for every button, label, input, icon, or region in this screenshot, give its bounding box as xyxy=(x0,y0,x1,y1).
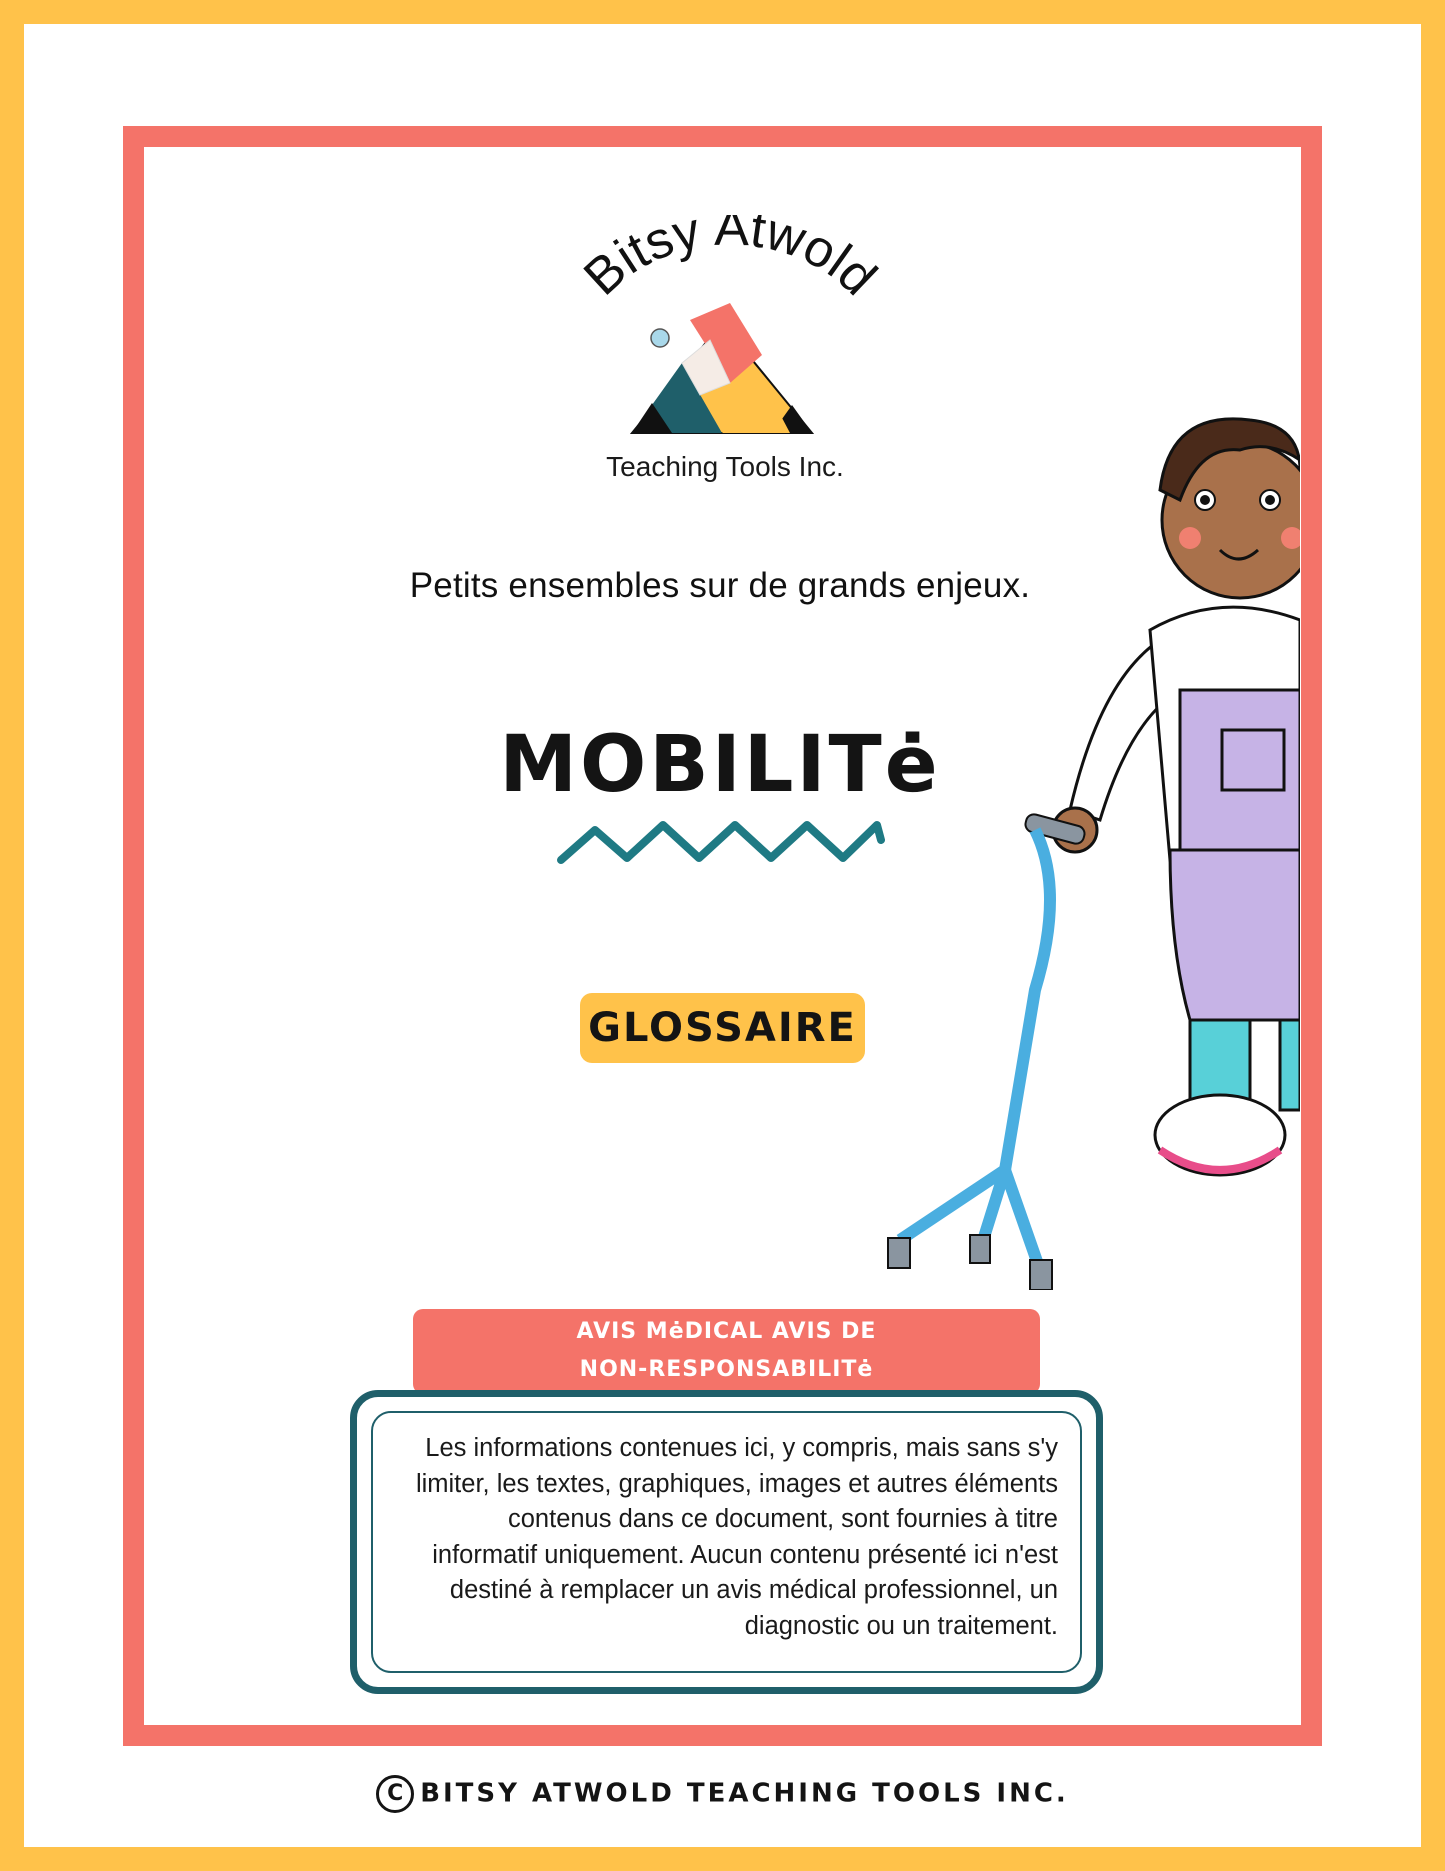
notice-header xyxy=(413,1309,1040,1394)
glossary-badge: GLOSSAIRE xyxy=(580,993,865,1063)
notice-header-line1: AVIS MėDICAL AVIS DE xyxy=(576,1319,877,1344)
logo-subtitle: Teaching Tools Inc. xyxy=(606,451,844,482)
tagline: Petits ensembles sur de grands enjeux. xyxy=(409,566,1031,605)
copyright-text: BITSY ATWOLD TEACHING TOOLS INC. xyxy=(420,1778,1069,1809)
brand-logo xyxy=(540,215,910,495)
copyright-icon: C xyxy=(376,1775,414,1813)
zigzag-divider-icon xyxy=(555,810,885,865)
page-title: MOBILITė xyxy=(499,720,941,810)
notice-body: Les informations contenues ici, y compris, mais sans s'y limiter, les textes, graphiques, images et autres éléments contenus dans ce document, sont fournies à titre informatif uniquement. Aucun contenu présenté ici n'est destiné à remplacer un avis médical professionnel, un diagnostic ou un traitement. xyxy=(371,1411,1082,1673)
notice-box xyxy=(350,1390,1103,1694)
mountain-logo-icon xyxy=(540,215,910,445)
logo-brand-text: Bitsy Atwold xyxy=(573,215,888,307)
notice-header-line2: NON-RESPONSABILITė xyxy=(579,1357,874,1382)
child-with-cane-illustration xyxy=(860,390,1300,1290)
copyright-footer xyxy=(0,1775,1445,1813)
